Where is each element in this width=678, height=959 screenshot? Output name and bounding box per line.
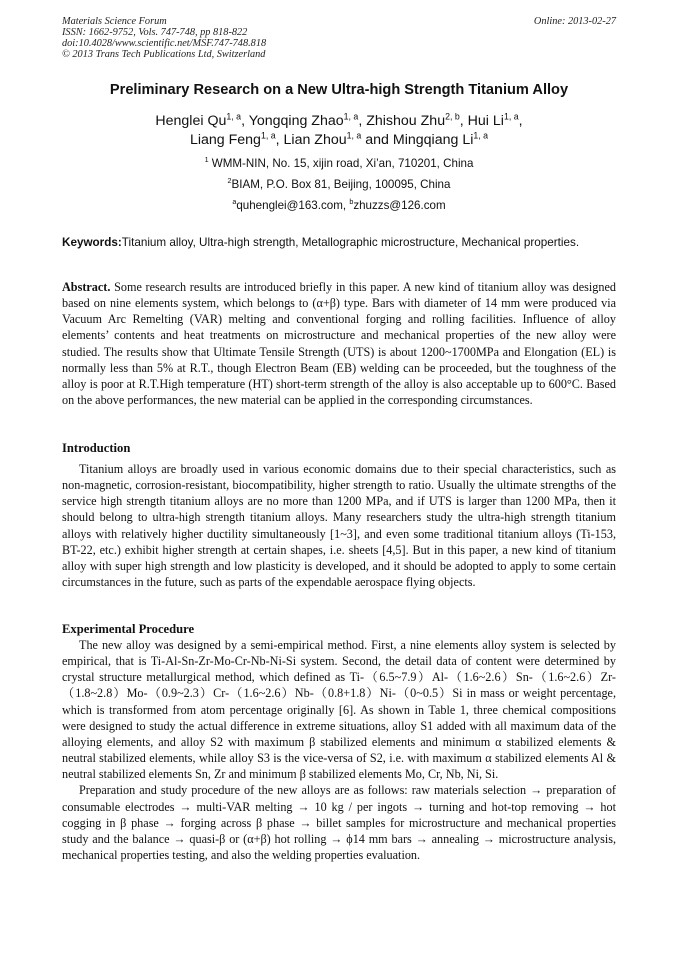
email-sup: b xyxy=(349,197,354,207)
author-name: Hui Li xyxy=(467,113,504,129)
author-affil-sup: 1, a xyxy=(343,111,359,122)
experimental-paragraph-2: Preparation and study procedure of the new alloys are as follows: raw materials selection → preparation of consumable electrodes → multi-VAR melting → 10 kg / per ingots → turning and hot-top removing → hot cogging in β phase → forging across β phase → billet samples for microstructure and mechanical properties study and the balance → quasi-β or (α+β) hot rolling → ϕ14 mm bars → annealing → microstructure analysis, mechanical properties testing, and also the welding properties evaluation. xyxy=(62,783,616,863)
paper-title: Preliminary Research on a New Ultra-high Strength Titanium Alloy xyxy=(109,82,569,98)
author-affil-sup: 1, a xyxy=(346,130,362,141)
author-name: Henglei Qu xyxy=(155,113,227,129)
keywords xyxy=(62,236,616,250)
experimental-paragraph-1: The new alloy was designed by a semi-empirical method. First, a nine elements alloy system is selected by empirical, that is Ti-Al-Sn-Zr-Mo-Cr-Nb-Ni-Si system. Second, the detail data of content were determined by crystal structure metallurgical method, which defined as Ti-（6.5~7.9）Al-（1.6~2.6）Sn-（1.6~2.6）Zr-（1.8~2.8）Mo-（0.9~2.3）Cr-（1.6~2.6）Nb-（0.8+1.8）Ni-（0~0.5）Si in mass or weight percentage, which is transformed from atom percentage originally [6]. As shown in Table 1, three chemical compositions were designed to study the actual difference in extreme situations, alloy S1 added with all maximum data of the alloying elements, and alloy S2 with maximum β stabilized elements and minimum α stabilized elements & neutral stabilized elements, while alloy S3 is the vice-versa of S2, i.e. with maximum α stabilized elements Al & neutral stabilized elements Sn, Zr and minimum β stabilized elements Mo, Cr, Nb, Ni, Si. xyxy=(62,638,616,782)
doi-line: doi:10.4028/www.scientific.net/MSF.747-748.818 xyxy=(62,38,267,49)
keywords-label: Keywords: xyxy=(62,236,122,249)
affiliation-1 xyxy=(0,157,678,170)
copyright-line: © 2013 Trans Tech Publications Ltd, Switzerland xyxy=(62,49,266,60)
author-affil-sup: 1, a xyxy=(226,111,242,122)
email-sup: a xyxy=(232,197,237,207)
abstract xyxy=(62,279,616,408)
author-affil-sup: 1, a xyxy=(473,130,489,141)
online-date: Online: 2013-02-27 xyxy=(533,16,616,27)
experimental-heading: Experimental Procedure xyxy=(62,622,195,636)
author-name: Zhishou Zhu xyxy=(366,113,446,129)
abstract-text: Some research results are introduced briefly in this paper. A new kind of titanium alloy was designed based on nine elements system, which belongs to (α+β) type. Bars with diameter of 14 mm were produced via Vacuum Arc Remelting (VAR) melting and conventional forging and rolling facilities. Influence of alloy elements’ contents and heat treatments on microstructure and mechanical properties of the new alloy were studied. The results show that Ultimate Tensile Strength (UTS) is about 1200~1700MPa and Elongation (EL) is normally less than 5% at R.T., though Electron Beam (EB) welding can be proceeded, but the toughness of the alloy is poor at R.T.High temperature (HT) short-term strength of the alloy is also acceptable up to 600°C. Based on the above performances, the new material can be applied in the corresponding circumstances. xyxy=(62,280,616,408)
author-name: Lian Zhou xyxy=(283,132,347,148)
keywords-text: Titanium alloy, Ultra-high strength, Metallographic microstructure, Mechanical properties. xyxy=(121,236,580,249)
author-line-2: Liang Feng$^{1, a}$, Lian Zhou$^{1, a}$ and Mingqiang Li$^{1, a}$ xyxy=(189,130,489,148)
author-and: and xyxy=(365,132,389,148)
experimental-body xyxy=(62,637,616,863)
affiliation-2 xyxy=(0,178,678,191)
author-name: Yongqing Zhao xyxy=(248,113,344,129)
introduction-body xyxy=(62,461,616,590)
author-affil-sup: 1, a xyxy=(260,130,276,141)
email-b: zhuzzs@126.com xyxy=(353,199,446,212)
author-name: Liang Feng xyxy=(189,132,261,148)
introduction-paragraph: Titanium alloys are broadly used in various economic domains due to their special characteristics, such as non-magnetic, corrosion-resistant, biocompatibility, higher strength to ratio. Usually the ultimate strengths of the service high strength titanium alloys are no more than 1200 MPa, and if UTS is larger than 1200 MPa, then it should belong to ultra-high strength titanium alloys. Many researchers study the ultra-high strength titanium alloys with relatively higher ductility simultaneously [1~3], and even some traditional titanium alloys (Ti-153, BT-22, etc.) exhibit higher strength at certain shapes, i.e. sheets [4,5]. But in this paper, a new kind of titanium alloy with super high strength and low plasticity is developed, and it should be adopted to apply to some certain circumstances in the future, such as parts of the expendable aerospace flying objects. xyxy=(62,462,616,590)
affil-sup: 2 xyxy=(227,176,232,186)
affil-text: WMM-NIN, No. 15, xijin road, Xi’an, 710201, China xyxy=(211,157,474,170)
introduction-heading: Introduction xyxy=(62,441,131,455)
author-affil-sup: 2, b xyxy=(445,111,460,122)
journal-name: Materials Science Forum xyxy=(62,16,167,27)
affil-sup: 1 xyxy=(204,155,209,165)
author-line-1: Henglei Qu$^{1, a}$, Yongqing Zhao$^{1, a}$, Zhishou Zhu$^{2, b}$, Hui Li$^{1, a}$, xyxy=(155,111,523,129)
abstract-label: Abstract. xyxy=(62,280,111,294)
email-line xyxy=(0,199,678,212)
issn-line: ISSN: 1662-9752, Vols. 747-748, pp 818-822 xyxy=(62,27,248,38)
affil-text: BIAM, P.O. Box 81, Beijing, 100095, China xyxy=(231,178,451,191)
email-a: quhenglei@163.com, xyxy=(236,199,350,212)
author-name: Mingqiang Li xyxy=(392,132,474,148)
author-affil-sup: 1, a xyxy=(503,111,519,122)
